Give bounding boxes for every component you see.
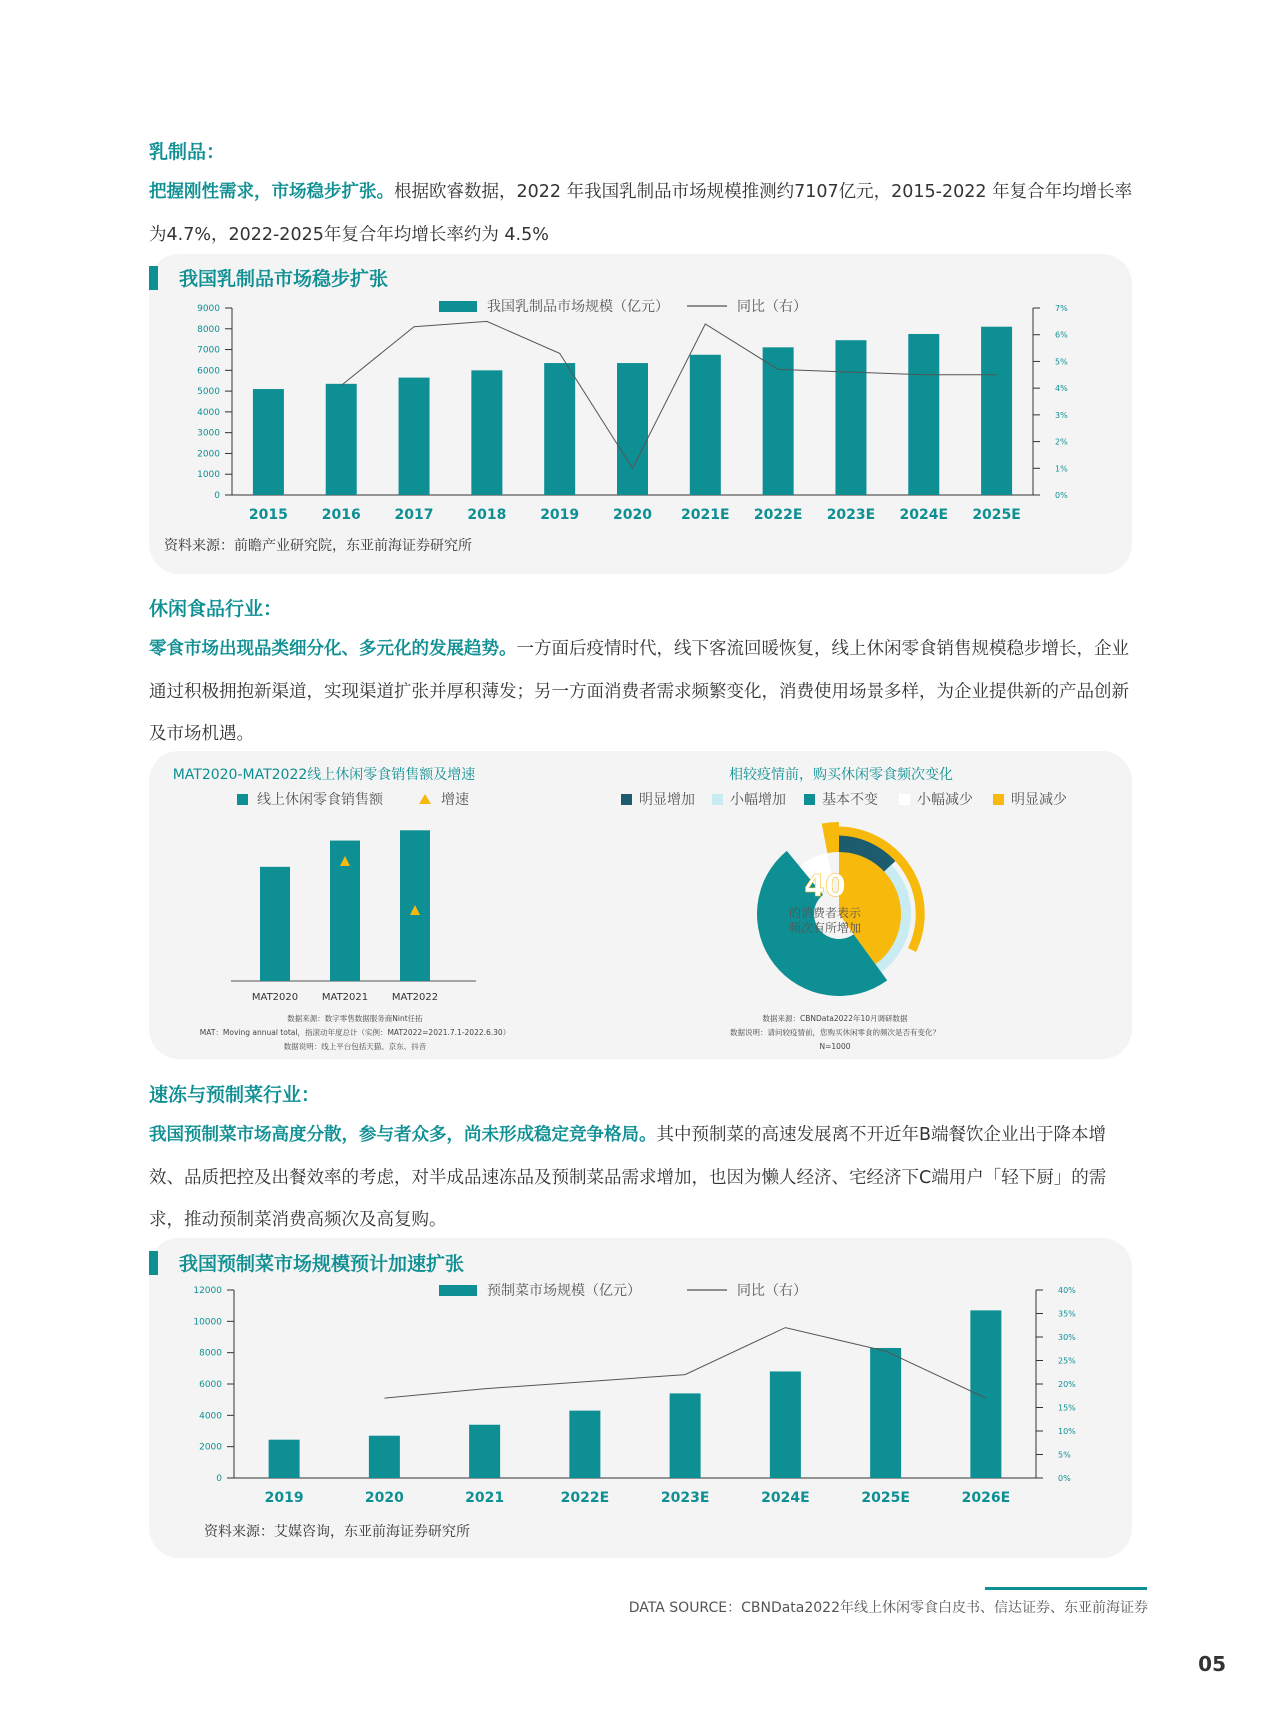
prepared-bar: [770, 1371, 801, 1478]
snack-right-note: 数据来源：CBNData2022年10月调研数据: [762, 1014, 908, 1023]
prepared-y-tick-label: 4000: [199, 1411, 222, 1422]
prepared-bar: [670, 1393, 701, 1478]
prepared-bar: [870, 1348, 901, 1478]
dairy-y2-tick-label: 7%: [1055, 304, 1068, 313]
snack-left-title: MAT2020-MAT2022线上休闲零食销售额及增速: [172, 767, 476, 783]
dairy-bar: [544, 363, 575, 495]
snack-donut-slice: [822, 822, 839, 853]
snack-right-note: N=1000: [819, 1042, 851, 1051]
snack-left-x-label: MAT2021: [321, 992, 369, 1003]
dairy-x-tick-label: 2022E: [753, 507, 803, 523]
snack-paragraph: [149, 628, 1139, 756]
snack-left-note: 数据说明：线上平台包括天猫、京东、抖音: [283, 1042, 427, 1051]
prepared-y-tick-label: 6000: [199, 1380, 222, 1390]
prepared-x-tick-label: 2021: [465, 1490, 505, 1506]
snack-left-legend-marker-label: 增速: [441, 792, 469, 808]
snack-chart-card: [149, 751, 1132, 1059]
snack-right-title: 相较疫情前，购买休闲零食频次变化: [729, 767, 953, 783]
prepared-x-tick-label: 2023E: [660, 1490, 710, 1506]
dairy-legend-bar-swatch: [439, 301, 477, 312]
dairy-y2-tick-label: 1%: [1055, 464, 1068, 474]
prepared-y-tick-label: 10000: [193, 1317, 222, 1328]
prepared-x-tick-label: 2025E: [861, 1490, 910, 1506]
prepared-paragraph: [149, 1114, 1139, 1242]
dairy-y-tick-label: 6000: [197, 366, 220, 377]
dairy-y-tick-label: 0: [214, 491, 220, 501]
prepared-bar: [970, 1310, 1001, 1478]
dairy-y-tick-label: 7000: [197, 345, 220, 356]
dairy-bar: [326, 384, 357, 495]
prepared-y-tick-label: 0: [216, 1474, 222, 1484]
prepared-bar: [469, 1425, 500, 1478]
dairy-bar: [253, 389, 284, 495]
dairy-heading: 乳制品：: [149, 141, 226, 163]
prepared-bar: [369, 1436, 400, 1478]
prepared-y2-tick-label: 35%: [1058, 1309, 1076, 1319]
dairy-y-tick-label: 3000: [197, 428, 220, 439]
prepared-x-tick-label: 2022E: [560, 1490, 610, 1506]
snack-right-legend-label: 小幅减少: [917, 792, 973, 808]
snack-right-legend-label: 明显增加: [639, 792, 695, 808]
dairy-y2-tick-label: 6%: [1055, 330, 1068, 340]
dairy-legend-line-label: 同比（右）: [737, 299, 807, 315]
dairy-chart: [149, 254, 1132, 554]
dairy-x-tick-label: 2018: [467, 507, 507, 523]
snack-left-legend-bar-label: 线上休闲零食销售额: [257, 792, 383, 808]
prepared-y2-tick-label: 15%: [1058, 1403, 1076, 1413]
dairy-y-tick-label: 1000: [197, 470, 220, 481]
dairy-x-tick-label: 2024E: [899, 507, 949, 523]
snack-left-x-label: MAT2022: [391, 992, 439, 1003]
prepared-y-tick-label: 12000: [193, 1286, 222, 1296]
prepared-y2-tick-label: 5%: [1058, 1450, 1071, 1460]
prepared-x-tick-label: 2026E: [961, 1490, 1011, 1506]
dairy-bar: [981, 327, 1012, 495]
snack-right-legend-label: 明显减少: [1011, 792, 1067, 808]
prepared-bar: [569, 1411, 600, 1478]
dairy-y-tick-label: 4000: [197, 407, 220, 418]
prepared-x-tick-label: 2020: [364, 1490, 404, 1506]
dairy-chart-title: 我国乳制品市场稳步扩张: [179, 268, 389, 290]
page-number: 05: [1198, 1652, 1226, 1676]
dairy-x-tick-label: 2017: [394, 507, 434, 523]
dairy-y-tick-label: 5000: [197, 387, 220, 398]
dairy-x-tick-label: 2021E: [681, 507, 730, 523]
dairy-y2-tick-label: 5%: [1055, 357, 1068, 367]
prepared-x-tick-label: 2019: [264, 1490, 304, 1506]
snack-right-legend-swatch: [899, 794, 910, 805]
footer-line: [985, 1587, 1147, 1590]
dairy-paragraph: [149, 171, 1139, 256]
dairy-bar: [471, 370, 502, 495]
dairy-bar: [617, 363, 648, 495]
snack-left-bar: [260, 867, 290, 981]
snack-right-note: 数据说明：请问较疫情前，您购买休闲零食的频次是否有变化？: [730, 1028, 940, 1037]
dairy-bar: [399, 378, 430, 495]
prepared-y2-tick-label: 30%: [1058, 1333, 1076, 1342]
dairy-y2-tick-label: 4%: [1055, 384, 1068, 394]
snack-text: 一方面后疫情时代，线下客流回暖恢复，线上休闲零食销售规模稳步增长，企业通过积极拥抱新渠道，实现渠道扩张并厚积薄发；另一方面消费者需求频繁变化，消费使用场景多样，为企业提供新的产品创新及市场机遇。: [149, 639, 1129, 744]
dairy-y-tick-label: 8000: [197, 324, 220, 335]
footer-source: DATA SOURCE：CBNData2022年线上休闲零食白皮书、信达证券、东亚前海证券: [628, 1600, 1148, 1616]
snack-left-note: 数据来源：数字零售数据服务商Nint任拓: [287, 1014, 423, 1023]
snack-donut-value: 40: [804, 869, 846, 904]
dairy-y2-tick-label: 2%: [1055, 437, 1068, 447]
dairy-chart-card: [149, 254, 1132, 574]
prepared-x-tick-label: 2024E: [761, 1490, 810, 1506]
snack-donut-caption: 频次有所增加: [788, 921, 862, 935]
prepared-chart-card: [149, 1238, 1132, 1558]
snack-right-legend-swatch: [621, 794, 632, 805]
dairy-bar: [690, 355, 721, 495]
prepared-legend-bar-label: 预制菜市场规模（亿元）: [487, 1283, 641, 1299]
snack-left-x-label: MAT2020: [251, 992, 299, 1003]
dairy-bar: [908, 334, 939, 495]
snack-left-legend-bar-swatch: [237, 794, 248, 805]
dairy-legend-bar-label: 我国乳制品市场规模（亿元）: [487, 299, 669, 315]
snack-charts: [149, 751, 1132, 1059]
snack-left-note: MAT：Moving annual total，指滚动年度总计（实例：MAT2022=2021.7.1-2022.6.30）: [199, 1028, 511, 1037]
snack-right-legend-swatch: [712, 794, 723, 805]
prepared-legend-line-label: 同比（右）: [737, 1283, 807, 1299]
prepared-y2-tick-label: 40%: [1058, 1286, 1076, 1295]
snack-heading: 休闲食品行业：: [149, 598, 283, 620]
snack-donut-caption: 的消费者表示: [788, 906, 862, 920]
snack-right-legend-swatch: [993, 794, 1004, 805]
dairy-text: 根据欧睿数据，2022 年我国乳制品市场规模推测约7107亿元，2015-2022 年复合年均增长率为4.7%，2022-2025年复合年均增长率约为 4.5%: [149, 182, 1133, 245]
snack-right-legend-label: 基本不变: [822, 792, 878, 808]
dairy-y-tick-label: 9000: [197, 304, 220, 314]
dairy-growth-line: [341, 321, 996, 468]
prepared-lead: 我国预制菜市场高度分散，参与者众多，尚未形成稳定竞争格局。: [149, 1125, 657, 1145]
prepared-y2-tick-label: 10%: [1058, 1427, 1076, 1436]
snack-right-legend-label: 小幅增加: [730, 792, 786, 808]
dairy-x-tick-label: 2023E: [826, 507, 876, 523]
dairy-lead: 把握刚性需求，市场稳步扩张。: [149, 182, 394, 202]
dairy-y-tick-label: 2000: [197, 449, 220, 460]
dairy-x-tick-label: 2025E: [972, 507, 1021, 523]
snack-right-legend-swatch: [804, 794, 815, 805]
prepared-chart-source: 资料来源：艾媒咨询，东亚前海证券研究所: [204, 1524, 470, 1540]
dairy-bar: [835, 340, 866, 495]
snack-lead: 零食市场出现品类细分化、多元化的发展趋势。: [149, 639, 517, 659]
prepared-y-tick-label: 8000: [199, 1348, 222, 1359]
dairy-x-tick-label: 2019: [540, 507, 580, 523]
prepared-chart: [149, 1238, 1132, 1528]
dairy-x-tick-label: 2016: [321, 507, 361, 523]
prepared-y-tick-label: 2000: [199, 1442, 222, 1453]
prepared-heading: 速冻与预制菜行业：: [149, 1084, 321, 1106]
dairy-chart-source: 资料来源：前瞻产业研究院，东亚前海证券研究所: [164, 538, 472, 554]
dairy-x-tick-label: 2015: [248, 507, 288, 523]
dairy-y2-tick-label: 0%: [1055, 491, 1068, 500]
prepared-legend-bar-swatch: [439, 1285, 477, 1296]
prepared-chart-title: 我国预制菜市场规模预计加速扩张: [179, 1253, 465, 1275]
snack-left-legend-marker-swatch: [419, 794, 431, 804]
dairy-x-tick-label: 2020: [613, 507, 652, 523]
prepared-y2-tick-label: 20%: [1058, 1380, 1076, 1389]
prepared-text: 其中预制菜的高速发展离不开近年B端餐饮企业出于降本增效、品质把控及出餐效率的考虑，对半成品速冻品及预制菜品需求增加，也因为懒人经济、宅经济下C端用户「轻下厨」的需求，推动预制菜消费高频次及高复购。: [149, 1125, 1107, 1230]
dairy-y2-tick-label: 3%: [1055, 410, 1068, 420]
prepared-y2-tick-label: 25%: [1058, 1356, 1076, 1366]
prepared-bar: [269, 1440, 300, 1478]
prepared-y2-tick-label: 0%: [1058, 1474, 1071, 1483]
